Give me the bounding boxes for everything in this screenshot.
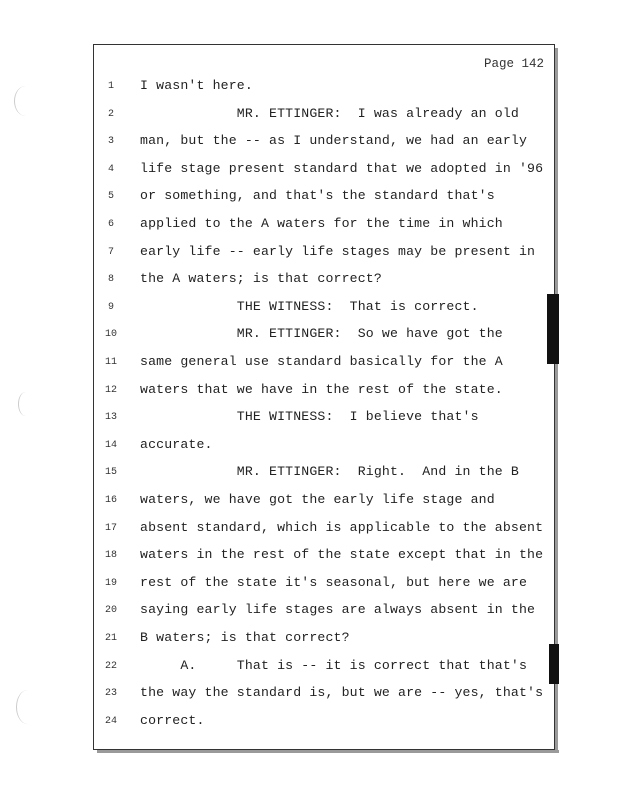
line-number: 15 xyxy=(104,467,117,479)
line-number: 18 xyxy=(104,550,117,562)
margin-marker-bar xyxy=(549,644,559,684)
transcript-line xyxy=(94,382,554,402)
line-text: THE WITNESS: I believe that's xyxy=(140,409,479,425)
transcript-line xyxy=(94,713,554,733)
line-number: 7 xyxy=(107,246,114,258)
margin-marker-bar xyxy=(547,294,559,364)
transcript-line xyxy=(94,602,554,622)
line-number: 11 xyxy=(104,357,117,368)
line-number: 3 xyxy=(107,136,114,148)
line-number: 17 xyxy=(104,522,117,534)
punch-hole-mark-top xyxy=(14,86,37,116)
transcript-line xyxy=(94,464,554,484)
line-number: 6 xyxy=(107,219,114,230)
transcript-line xyxy=(94,299,554,319)
line-number: 24 xyxy=(104,715,117,727)
line-text: rest of the state it's seasonal, but here we are xyxy=(140,574,528,590)
transcript-line xyxy=(94,437,554,457)
page-number: Page 142 xyxy=(483,57,544,71)
line-number: 20 xyxy=(104,605,117,617)
transcript-line xyxy=(94,354,554,374)
transcript-line xyxy=(94,106,554,126)
transcript-line xyxy=(94,492,554,512)
transcript-line xyxy=(94,409,554,429)
line-number: 8 xyxy=(107,274,114,286)
line-number: 10 xyxy=(104,329,117,341)
transcript-line xyxy=(94,575,554,595)
transcript-page xyxy=(93,44,555,750)
line-number: 23 xyxy=(104,688,117,700)
line-number: 2 xyxy=(107,108,114,120)
transcript-line xyxy=(94,326,554,346)
line-number: 19 xyxy=(104,577,117,589)
line-text: correct. xyxy=(140,712,205,728)
line-text: life stage present standard that we adopted in '96 xyxy=(140,160,544,176)
transcript-line xyxy=(94,658,554,678)
transcript-line xyxy=(94,244,554,264)
line-number: 5 xyxy=(107,191,114,203)
transcript-line xyxy=(94,520,554,540)
transcript-line xyxy=(94,271,554,291)
line-text: I wasn't here. xyxy=(140,78,253,93)
line-number: 16 xyxy=(104,495,117,506)
transcript-line xyxy=(94,630,554,650)
page-shadow-bottom xyxy=(97,750,559,753)
line-number: 13 xyxy=(104,412,117,424)
line-text: THE WITNESS: That is correct. xyxy=(140,298,479,314)
transcript-line xyxy=(94,78,554,98)
punch-hole-mark-bottom xyxy=(16,690,39,724)
line-number: 14 xyxy=(104,439,117,451)
line-text: the way the standard is, but we are -- yes, that's xyxy=(140,685,544,701)
line-number: 9 xyxy=(107,301,114,313)
transcript-line xyxy=(94,188,554,208)
transcript-line xyxy=(94,161,554,181)
line-text: the A waters; is that correct? xyxy=(140,271,382,287)
line-number: 22 xyxy=(104,660,117,672)
punch-hole-mark-middle xyxy=(18,392,33,416)
transcript-line xyxy=(94,216,554,236)
line-text: absent standard, which is applicable to the absent xyxy=(140,519,544,535)
line-text: saying early life stages are always absent in the xyxy=(140,602,536,618)
line-number: 12 xyxy=(104,384,117,396)
transcript-line xyxy=(94,685,554,705)
line-number: 1 xyxy=(107,81,114,92)
line-text: man, but the -- as I understand, we had an early xyxy=(140,133,528,149)
line-text: B waters; is that correct? xyxy=(140,630,350,645)
line-text: waters that we have in the rest of the state. xyxy=(140,381,503,397)
line-number: 21 xyxy=(104,633,117,644)
line-text: same general use standard basically for the A xyxy=(140,354,503,369)
transcript-line xyxy=(94,547,554,567)
line-text: MR. ETTINGER: Right. And in the B xyxy=(140,464,519,480)
line-number: 4 xyxy=(107,163,114,175)
line-text: MR. ETTINGER: So we have got the xyxy=(140,326,503,342)
line-text: waters in the rest of the state except that in the xyxy=(140,547,544,563)
line-text: accurate. xyxy=(140,436,213,452)
line-text: A. That is -- it is correct that that's xyxy=(140,657,528,673)
line-text: MR. ETTINGER: I was already an old xyxy=(140,105,519,121)
transcript-line xyxy=(94,133,554,153)
line-text: or something, and that's the standard that's xyxy=(140,188,495,204)
line-text: early life -- early life stages may be present in xyxy=(140,243,536,259)
line-text: waters, we have got the early life stage and xyxy=(140,492,495,507)
line-text: applied to the A waters for the time in which xyxy=(140,216,503,231)
